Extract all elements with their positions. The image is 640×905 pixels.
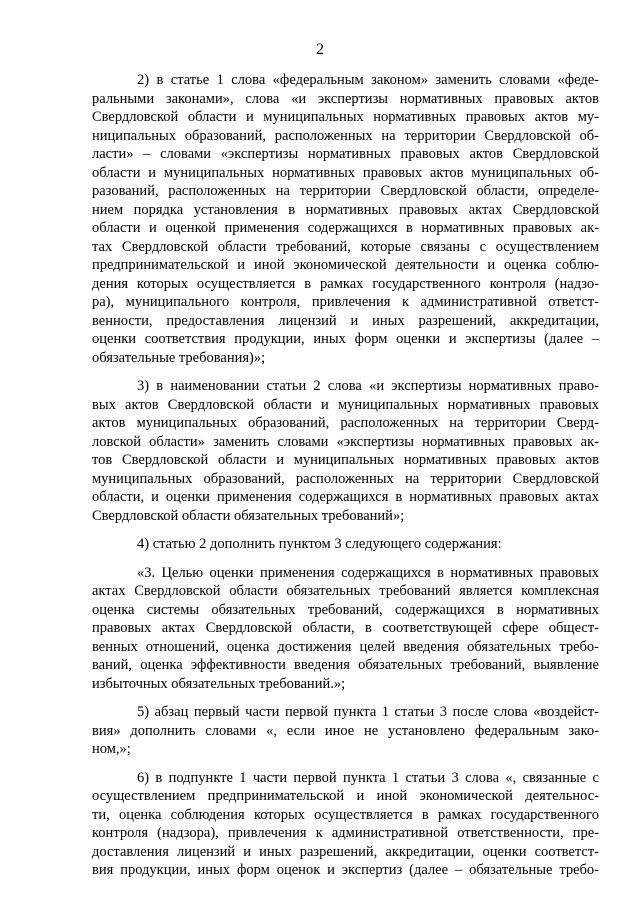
paragraph-line: области, и оценки применения содержащихся в нормативных правовых актах xyxy=(92,489,599,505)
paragraph-line: обязательные требования)»; xyxy=(92,349,266,366)
paragraph-line: нием порядка установления в нормативных правовых актах Свердловской xyxy=(92,201,599,218)
paragraph xyxy=(92,703,599,759)
paragraph-line: Свердловской области обязательных требований»; xyxy=(92,507,405,524)
paragraph-line: ральными законами», слова «и экспертизы нормативных правовых актов xyxy=(92,90,599,107)
paragraph-line: доставления лицензий и иных разрешений, аккредитации, оценки соответст- xyxy=(92,843,599,860)
document-body xyxy=(92,71,599,890)
paragraph-line: 3) в наименовании статьи 2 слова «и экспертизы нормативных право- xyxy=(137,378,599,394)
paragraph-line: контроля (надзора), привлечения к административной ответственности, пре- xyxy=(92,825,599,841)
paragraph-line: вия» дополнить словами «, если иное не установлено федеральным зако- xyxy=(92,722,599,739)
paragraph-line: ти, оценка соблюдения которых осуществляется в рамках государственного xyxy=(92,806,599,823)
paragraph-line: ваний, оценка эффективности введения обязательных требований, выявление xyxy=(92,657,599,673)
paragraph-line: осуществлением предпринимательской и иной экономической деятельнос- xyxy=(92,788,599,804)
paragraph-line: ловской области» заменить словами «экспертизы нормативных правовых ак- xyxy=(92,433,599,450)
paragraph-line: вия продукции, иных форм оценок и экспертиз (далее – обязательные требо- xyxy=(92,862,599,878)
paragraph xyxy=(92,377,599,525)
paragraph-line: разований, расположенных на территории Свердловской области, определе- xyxy=(92,183,599,199)
paragraph-line: «3. Целью оценки применения содержащихся в нормативных правовых xyxy=(137,564,599,581)
paragraph-line: избыточных обязательных требований.»; xyxy=(92,675,346,692)
paragraph-line: 4) статью 2 дополнить пунктом 3 следующего содержания: xyxy=(137,536,502,552)
paragraph xyxy=(92,535,599,554)
paragraph-line: ласти» – словами «экспертизы нормативных правовых актов Свердловской xyxy=(92,146,599,162)
paragraph-line: венных отношений, оценка достижения целей введения обязательных требо- xyxy=(92,638,599,655)
paragraph-line: тах Свердловской области требований, которые связаны с осуществлением xyxy=(92,238,599,255)
paragraph-line: предпринимательской и иной экономической деятельности и оценка соблю- xyxy=(92,257,599,273)
page-number: 2 xyxy=(316,41,324,58)
paragraph xyxy=(92,71,599,367)
paragraph-line: актах Свердловской области обязательных требований является комплексная xyxy=(92,583,599,599)
paragraph-line: 2) в статье 1 слова «федеральным законом» заменить словами «феде- xyxy=(137,72,599,88)
paragraph-line: ном,»; xyxy=(92,741,131,757)
paragraph-line: дения которых осуществляется в рамках государственного контроля (надзо- xyxy=(92,275,599,292)
paragraph xyxy=(92,564,599,694)
paragraph-line: 5) абзац первый части первой пункта 1 статьи 3 после слова «воздейст- xyxy=(137,704,599,720)
paragraph-line: вых актов Свердловской области и муниципальных нормативных правовых xyxy=(92,396,599,413)
paragraph-line: оценки соответствия продукции, иных форм оценки и экспертизы (далее – xyxy=(92,331,599,347)
paragraph-line: венности, предоставления лицензий и иных разрешений, аккредитации, xyxy=(92,312,599,329)
paragraph-line: области и муниципальных нормативных правовых актов муниципальных об- xyxy=(92,164,599,181)
paragraph-line: муниципальных образований, расположенных на территории Свердловской xyxy=(92,470,599,487)
paragraph-line: области и оценкой применения содержащихся в нормативных правовых ак- xyxy=(92,220,599,236)
paragraph-line: Свердловской области и муниципальных нормативных правовых актов му- xyxy=(92,109,599,125)
paragraph-line: оценка системы обязательных требований, содержащихся в нормативных xyxy=(92,601,599,618)
paragraph-line: ниципальных образований, расположенных на территории Свердловской об- xyxy=(92,127,599,144)
paragraph-line: правовых актах Свердловской области, в соответствующей сфере общест- xyxy=(92,620,599,636)
paragraph-line: 6) в подпункте 1 части первой пункта 1 статьи 3 слова «, связанные с xyxy=(137,769,599,786)
paragraph-line: тов Свердловской области и муниципальных нормативных правовых актов xyxy=(92,452,599,468)
paragraph xyxy=(92,769,599,880)
paragraph-line: ра), муниципального контроля, привлечения к административной ответст- xyxy=(92,294,599,310)
paragraph-line: актов муниципальных образований, расположенных на территории Сверд- xyxy=(92,415,599,431)
